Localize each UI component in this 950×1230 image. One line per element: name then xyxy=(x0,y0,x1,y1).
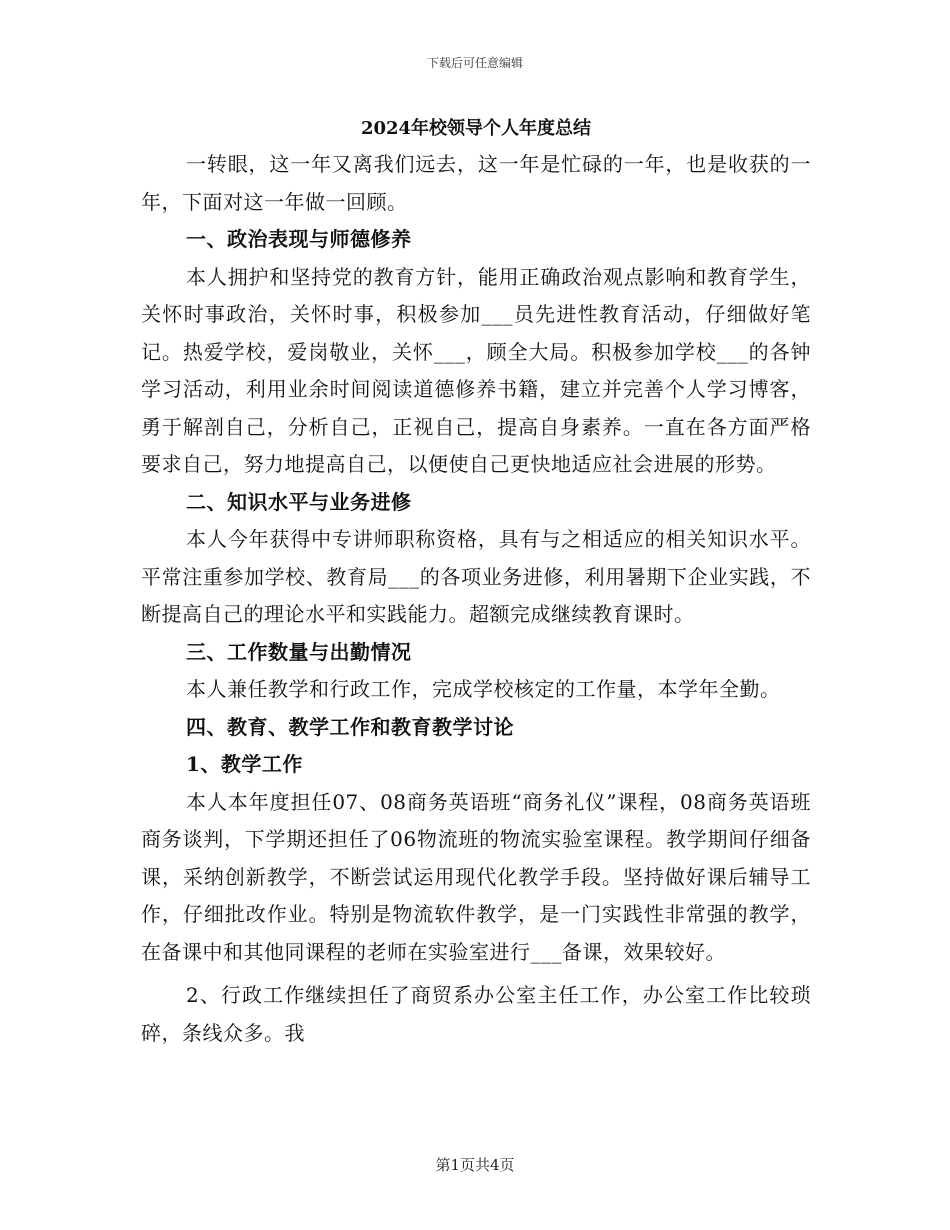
subsection-heading-1: 1、教学工作 xyxy=(186,752,303,776)
section-heading-3: 三、工作数量与出勤情况 xyxy=(186,639,412,664)
document-title: 2024年校领导个人年度总结 xyxy=(360,118,592,139)
section-heading-1: 一、政治表现与师德修养 xyxy=(186,227,412,251)
section-paragraph-1: 本人拥护和坚持党的教育方针，能用正确政治观点影响和教育学生，关怀时事政治，关怀时事，积极参加___员先进性教育活动，仔细做好笔记。热爱学校，爱岗敬业，关怀___，顾全大局。积极参加学校___的各钟学习活动，利用业余时间阅读道德修养书籍，建立并完善个人学习博客，勇于解剖自己，分析自己，正视自己，提高自身素养。一直在各方面严格要求自己，努力地提高自己，以便使自己更快地适应社会进展的形势。 xyxy=(141,264,811,476)
section-paragraph-3: 本人兼任教学和行政工作，完成学校核定的工作量，本学年全勤。 xyxy=(186,677,781,701)
subsection-paragraph-1: 本人本年度担任07、08商务英语班“商务礼仪”课程，08商务英语班商务谈判，下学期还担任了06物流班的物流实验室课程。教学期间仔细备课，采纳创新教学，不断尝试运用现代化教学手段。坚持做好课后辅导工作，仔细批改作业。特别是物流软件教学，是一门实践性非常强的教学，在备课中和其他同课程的老师在实验室进行___备课，效果较好。 xyxy=(141,789,811,964)
header-note: 下载后可任意编辑 xyxy=(426,56,523,70)
subsection-paragraph-2: 2、行政工作继续担任了商贸系办公室主任工作，办公室工作比较琐碎，条线众多。我 xyxy=(141,983,811,1045)
intro-paragraph: 一转眼，这一年又离我们远去，这一年是忙碌的一年，也是收获的一年，下面对这一年做一回顾。 xyxy=(141,152,811,214)
page-number: 第1页共4页 xyxy=(435,1156,515,1174)
document-body xyxy=(141,112,811,1052)
section-heading-2: 二、知识水平与业务进修 xyxy=(186,489,412,514)
section-paragraph-2: 本人今年获得中专讲师职称资格，具有与之相适应的相关知识水平。平常注重参加学校、教育局___的各项业务进修，利用暑期下企业实践，不断提高自己的理论水平和实践能力。超额完成继续教育课时。 xyxy=(141,527,811,626)
section-heading-4: 四、教育、教学工作和教育教学讨论 xyxy=(186,714,514,739)
